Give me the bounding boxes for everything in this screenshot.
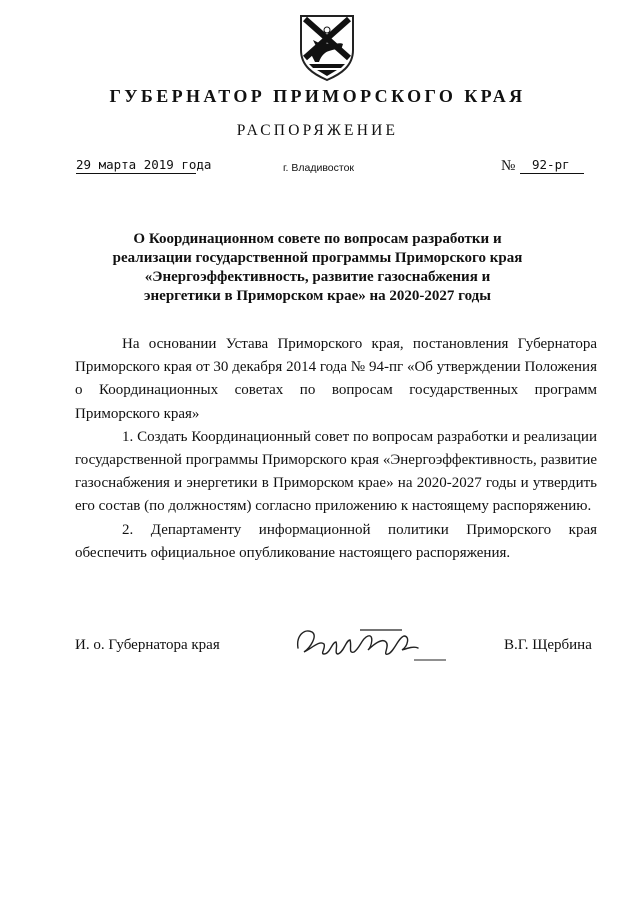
number-sign: № [501,158,516,174]
document-city: г. Владивосток [283,162,355,174]
document-type: РАСПОРЯЖЕНИЕ [236,122,399,139]
handwritten-signature-icon [290,618,450,668]
body-paragraph: На основании Устава Приморского края, постановления Губернатора Приморского края от 30 декабря 2014 года № 94-пг «Об утверждении Положения о Координационных советах по вопросам государственных программ Приморского края» [75,336,597,422]
document-date: 29 марта 2019 года [76,157,212,172]
signer-name: В.Г. Щербина [504,637,592,653]
signer-role: И. о. Губернатора края [75,637,220,653]
issuing-authority: ГУБЕРНАТОР ПРИМОРСКОГО КРАЯ [109,86,526,106]
document-title: О Координационном совете по вопросам разработки и реализации государственной программы Приморского края «Энергоэффективность, развитие газоснабжения и энергетики в Приморском крае» на 2020-2027 годы [112,231,523,304]
document-body [75,333,597,565]
body-paragraph: 1. Создать Координационный совет по вопросам разработки и реализации государственной программы Приморского края «Энергоэффективность, развитие газоснабжения и энергетики в Приморском крае» на 2020-2027 годы и утвердить его состав (по должностям) согласно приложению к настоящему распоряжению. [75,428,597,515]
primorsky-coat-of-arms-icon [297,10,357,82]
body-paragraph: 2. Департаменту информационной политики Приморского края обеспечить официальное опубликование настоящего распоряжения. [75,521,597,561]
document-number: 92-рг [520,157,584,174]
